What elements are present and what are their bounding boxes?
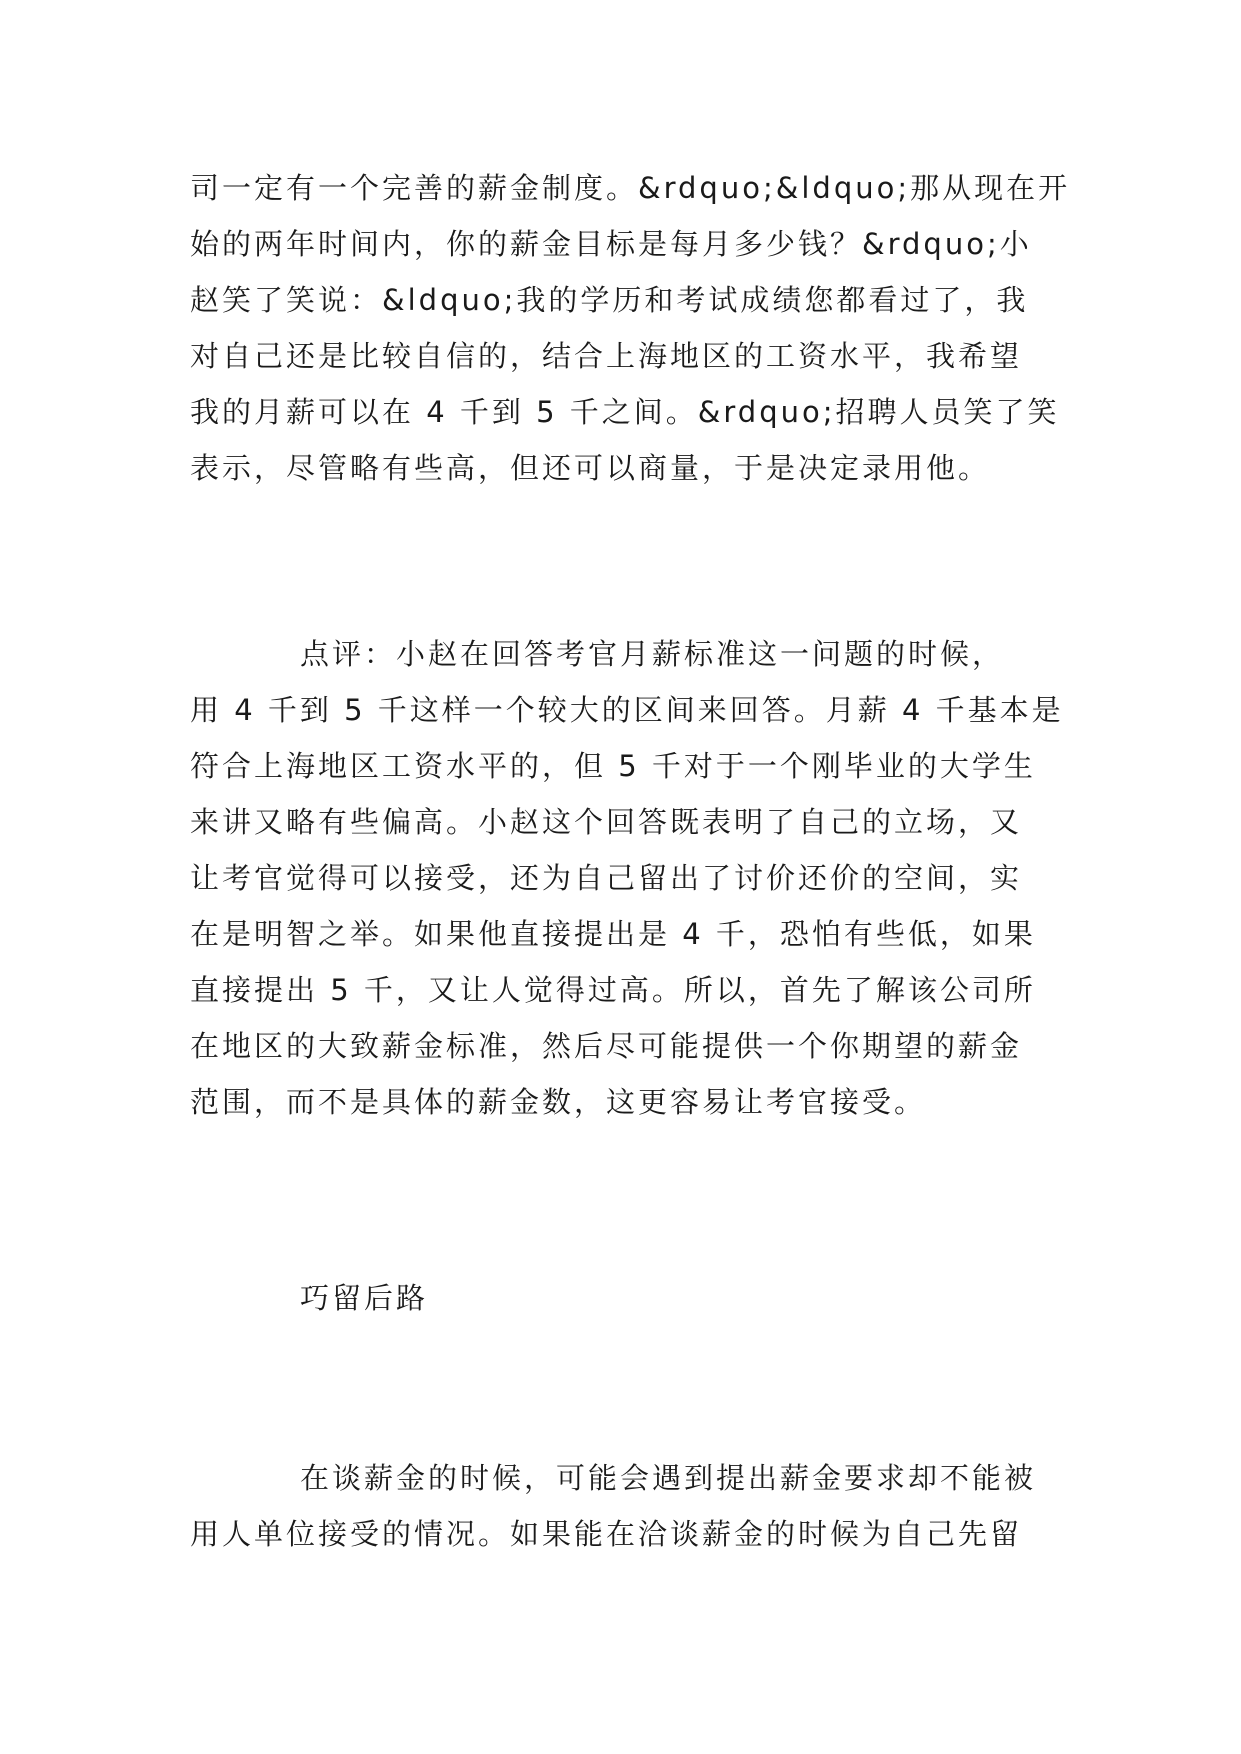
text-line: 在是明智之举。如果他直接提出是 4 千，恐怕有些低，如果	[190, 917, 1036, 951]
text-line: 范围，而不是具体的薪金数，这更容易让考官接受。	[190, 1085, 927, 1119]
text-line: 用 4 千到 5 千这样一个较大的区间来回答。月薪 4 千基本是	[190, 693, 1064, 727]
paragraph-fallback	[190, 1450, 1050, 1562]
text-line: 表示，尽管略有些高，但还可以商量，于是决定录用他。	[190, 451, 991, 485]
text-line: 点评：小赵在回答考官月薪标准这一问题的时候，	[300, 637, 1005, 671]
paragraph-commentary	[190, 626, 1064, 1130]
section-heading	[190, 1270, 1050, 1326]
text-line: 在地区的大致薪金标准，然后尽可能提供一个你期望的薪金	[190, 1029, 1023, 1063]
text-line: 赵笑了笑说：&ldquo;我的学历和考试成绩您都看过了，我	[190, 283, 1029, 317]
text-line: 在谈薪金的时候，可能会遇到提出薪金要求却不能被	[300, 1461, 1037, 1495]
text-line: 符合上海地区工资水平的，但 5 千对于一个刚毕业的大学生	[190, 749, 1036, 783]
text-line: 司一定有一个完善的薪金制度。&rdquo;&ldquo;那从现在开	[190, 171, 1071, 205]
heading-text: 巧留后路	[300, 1281, 429, 1315]
text-line: 我的月薪可以在 4 千到 5 千之间。&rdquo;招聘人员笑了笑	[190, 395, 1060, 429]
paragraph-salary-dialogue	[190, 160, 1071, 496]
text-line: 来讲又略有些偏高。小赵这个回答既表明了自己的立场，又	[190, 805, 1023, 839]
text-line: 让考官觉得可以接受，还为自己留出了讨价还价的空间，实	[190, 861, 1023, 895]
text-line: 对自己还是比较自信的，结合上海地区的工资水平，我希望	[190, 339, 1023, 373]
text-line: 用人单位接受的情况。如果能在洽谈薪金的时候为自己先留	[190, 1517, 1023, 1551]
text-line: 始的两年时间内，你的薪金目标是每月多少钱？&rdquo;小	[190, 227, 1032, 261]
text-line: 直接提出 5 千，又让人觉得过高。所以，首先了解该公司所	[190, 973, 1036, 1007]
